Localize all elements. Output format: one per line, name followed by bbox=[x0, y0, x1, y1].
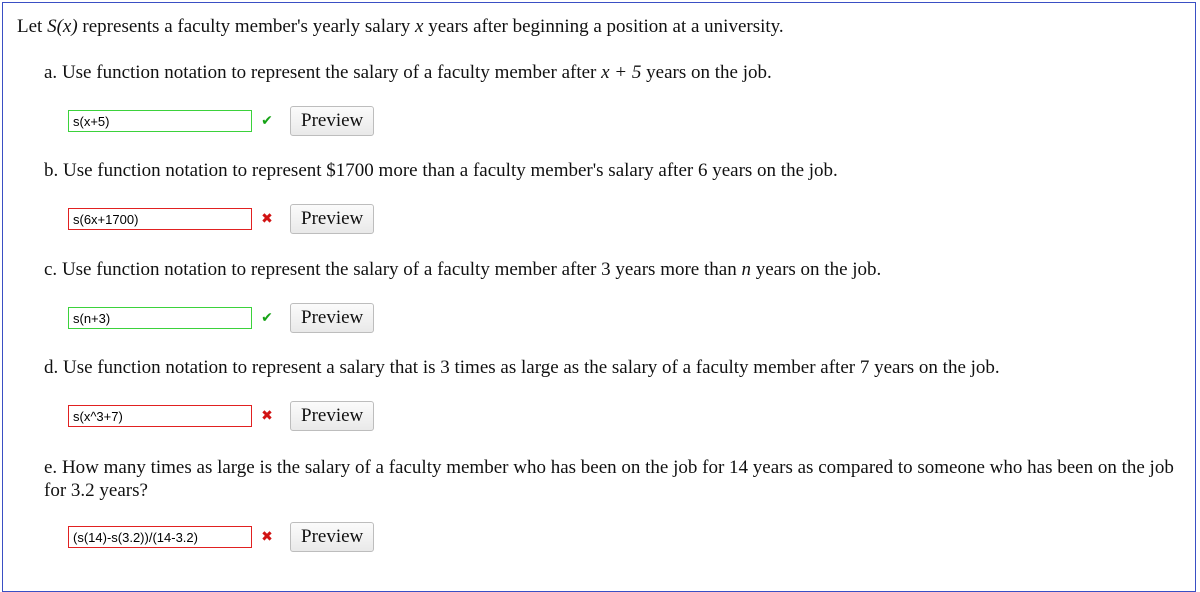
intro-text: years after beginning a position at a university. bbox=[423, 16, 784, 37]
question-letter: b. bbox=[44, 160, 59, 181]
answer-row-a bbox=[68, 108, 374, 134]
answer-input-c[interactable] bbox=[68, 307, 252, 329]
question-d bbox=[44, 356, 1000, 379]
question-text: Use function notation to represent the salary of a faculty member after 3 years more than bbox=[57, 259, 742, 280]
question-text: years on the job. bbox=[750, 259, 882, 280]
check-icon: ✔ bbox=[261, 310, 273, 326]
problem-panel bbox=[2, 2, 1196, 592]
answer-input-b[interactable] bbox=[68, 208, 252, 230]
cross-icon: ✖ bbox=[261, 211, 273, 227]
question-text: Use function notation to represent $1700 more than a faculty member's salary after 6 years on the job. bbox=[58, 160, 838, 181]
cross-icon: ✖ bbox=[261, 529, 273, 545]
answer-row-b bbox=[68, 206, 374, 232]
cross-icon: ✖ bbox=[261, 408, 273, 424]
intro-text: represents a faculty member's yearly salary bbox=[77, 16, 416, 37]
answer-row-e bbox=[68, 524, 374, 550]
preview-button-c[interactable]: Preview bbox=[290, 303, 374, 333]
intro-text: Let bbox=[17, 16, 48, 37]
question-letter: a. bbox=[44, 62, 58, 83]
question-text: Use function notation to represent the salary of a faculty member after bbox=[57, 62, 602, 83]
question-math: n bbox=[741, 259, 751, 280]
check-icon: ✔ bbox=[261, 113, 273, 129]
preview-button-b[interactable]: Preview bbox=[290, 204, 374, 234]
question-b bbox=[44, 159, 838, 182]
intro-variable: x bbox=[415, 16, 424, 37]
question-letter: e. bbox=[44, 457, 58, 478]
question-text: How many times as large is the salary of a faculty member who has been on the job for 14 years as compared to someone who has been on the job for 3.2 years? bbox=[44, 457, 1174, 501]
answer-input-e[interactable] bbox=[68, 526, 252, 548]
answer-row-c bbox=[68, 305, 374, 331]
preview-button-e[interactable]: Preview bbox=[290, 522, 374, 552]
preview-button-d[interactable]: Preview bbox=[290, 401, 374, 431]
question-e bbox=[44, 456, 1174, 502]
question-letter: d. bbox=[44, 357, 59, 378]
question-math: x + 5 bbox=[601, 62, 642, 83]
preview-button-a[interactable]: Preview bbox=[290, 106, 374, 136]
answer-input-d[interactable] bbox=[68, 405, 252, 427]
intro-function: S(x) bbox=[47, 16, 78, 37]
question-text: years on the job. bbox=[641, 62, 772, 83]
question-letter: c. bbox=[44, 259, 58, 280]
question-text: Use function notation to represent a salary that is 3 times as large as the salary of a faculty member after 7 years on the job. bbox=[58, 357, 1000, 378]
problem-intro bbox=[17, 16, 784, 38]
answer-input-a[interactable] bbox=[68, 110, 252, 132]
answer-row-d bbox=[68, 403, 374, 429]
question-c bbox=[44, 258, 881, 281]
question-a bbox=[44, 61, 772, 84]
